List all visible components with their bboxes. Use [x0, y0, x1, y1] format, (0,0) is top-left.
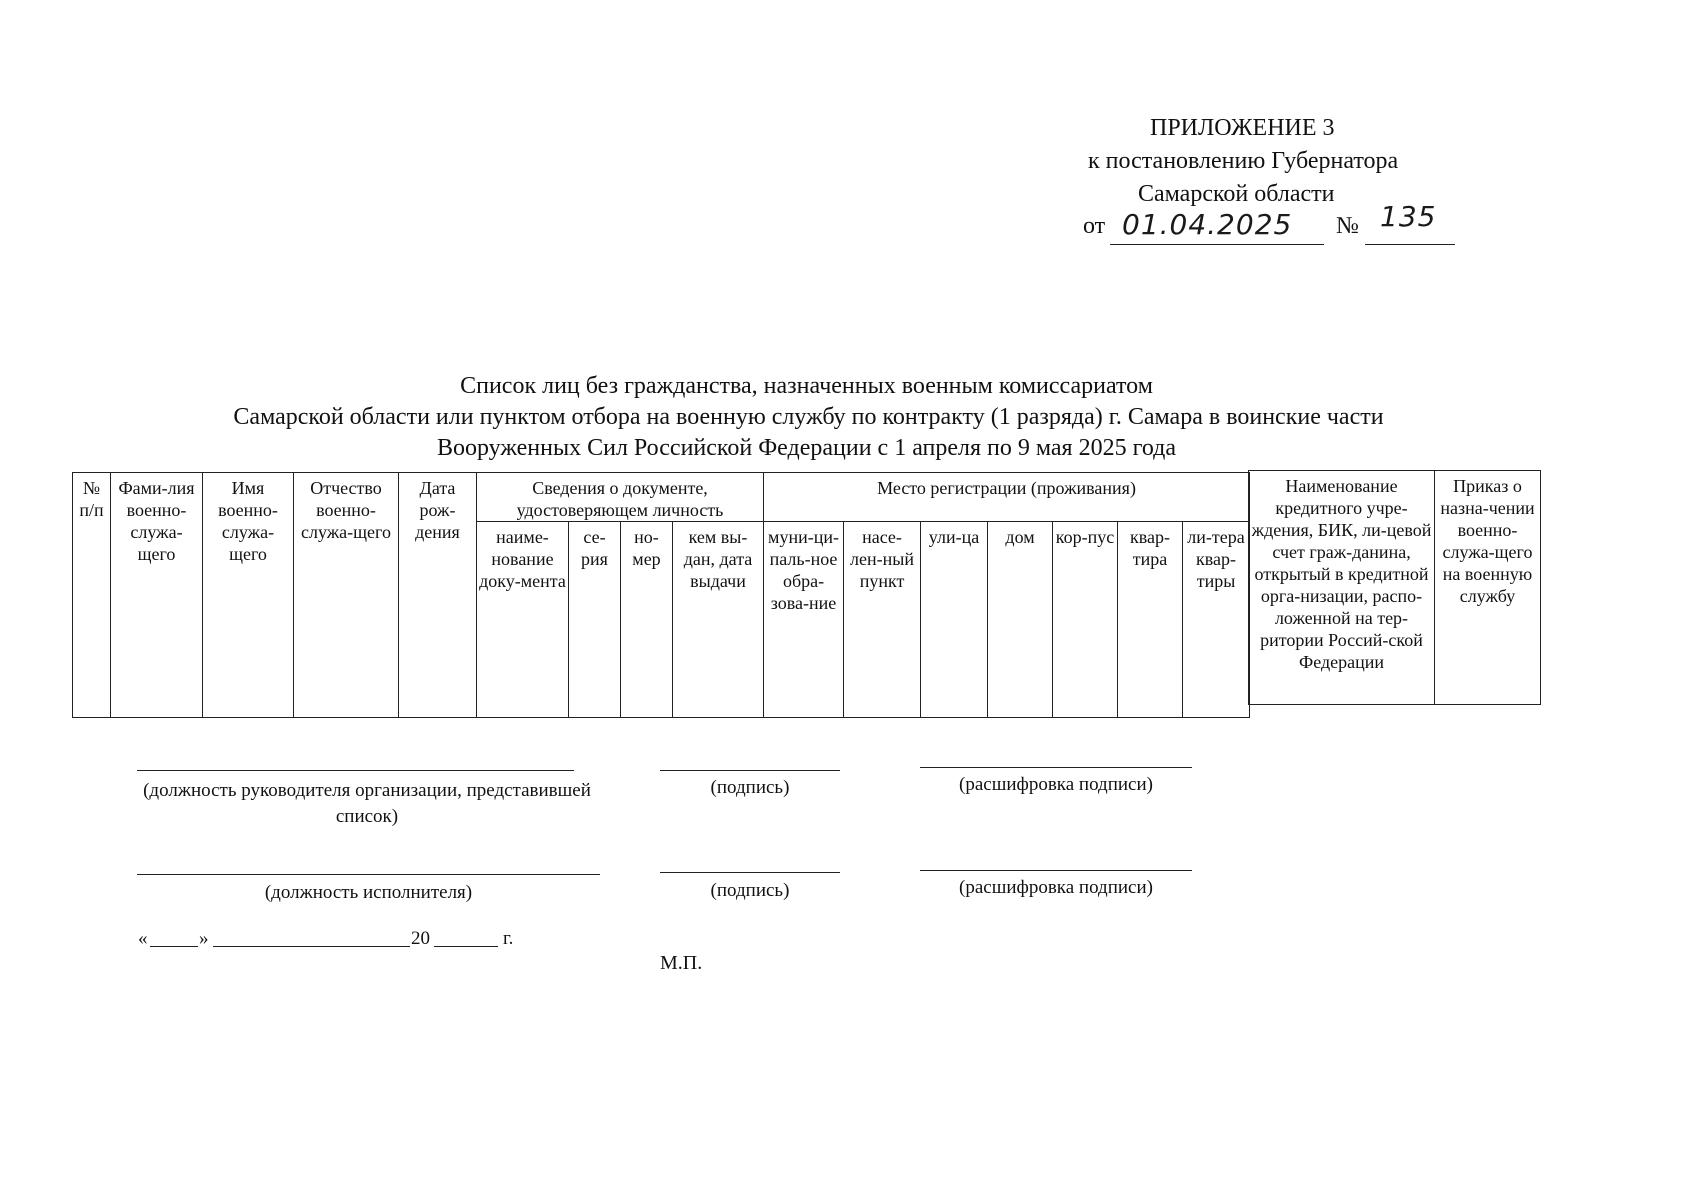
list-title-line3: Вооруженных Сил Российской Федерации с 1 апреля по 9 мая 2025 года — [436, 435, 1177, 461]
stamp-place: М.П. — [660, 952, 703, 974]
decree-date-handwritten: 01.04.2025 — [1122, 208, 1293, 241]
header-municipality: муни-ци-паль-ное обра-зова-ние — [764, 522, 844, 718]
date-day-blank — [150, 924, 198, 947]
header-document-group: Сведения о документе, удостоверяющем личность — [477, 473, 764, 522]
date-open-quote: « — [138, 928, 148, 949]
decoding-caption-2: (расшифровка подписи) — [959, 877, 1153, 898]
header-street: ули-ца — [921, 522, 988, 718]
head-position-line — [137, 770, 574, 771]
decoding-line-1 — [920, 767, 1192, 768]
header-document-number: но-мер — [621, 522, 673, 718]
date-close-quote: » — [199, 928, 209, 949]
personnel-table — [72, 472, 1250, 718]
header-document-issued: кем вы-дан, дата выдачи — [673, 522, 764, 718]
header-apartment-letter: ли-тера квар-тиры — [1183, 522, 1250, 718]
appendix-decree-label: к постановлению Губернатора — [1088, 148, 1399, 174]
signature-caption-2: (подпись) — [710, 880, 790, 901]
header-surname: Фами-лия военно-служа-щего — [111, 473, 203, 718]
signature-line-2 — [660, 872, 840, 873]
header-apartment: квар-тира — [1118, 522, 1183, 718]
header-document-name: наиме-нование доку-мента — [477, 522, 569, 718]
head-position-caption: (должность руководителя организации, представившей список) — [143, 780, 591, 827]
header-building: кор-пус — [1053, 522, 1118, 718]
personnel-table-right — [1248, 470, 1541, 705]
executor-position-line — [137, 874, 600, 875]
decree-number-handwritten: 135 — [1380, 200, 1437, 233]
decoding-line-2 — [920, 870, 1192, 871]
header-house: дом — [988, 522, 1053, 718]
header-number: № п/п — [73, 473, 111, 718]
header-bank-account: Наименование кредитного учре-ждения, БИК, ли-цевой счет граж-данина, открытый в кредитной орга-низации, распо-ложенной на тер-ритории Россий-ской Федерации — [1249, 471, 1435, 705]
appendix-region: Самарской области — [1138, 181, 1335, 207]
executor-position-caption: (должность исполнителя) — [264, 882, 473, 903]
date-year-blank — [434, 924, 498, 947]
signature-caption-1: (подпись) — [710, 777, 790, 798]
header-settlement: насе-лен-ный пункт — [844, 522, 921, 718]
signature-line-1 — [660, 770, 840, 771]
date-month-blank — [213, 924, 410, 947]
list-title-line1: Список лиц без гражданства, назначенных военным комиссариатом — [460, 373, 1153, 399]
date-year-prefix: 20 — [411, 928, 430, 949]
from-label: от — [1083, 213, 1106, 239]
date-year-suffix: г. — [503, 928, 514, 949]
header-birthdate: Дата рож-дения — [399, 473, 477, 718]
header-residence-group: Место регистрации (проживания) — [764, 473, 1250, 522]
header-patronymic: Отчество военно-служа-щего — [294, 473, 399, 718]
header-document-series: се-рия — [569, 522, 621, 718]
decoding-caption-1: (расшифровка подписи) — [959, 774, 1153, 795]
number-label: № — [1336, 213, 1359, 239]
list-title-line2: Самарской области или пунктом отбора на военную службу по контракту (1 разряда) г. Самара в воинские части — [233, 404, 1384, 430]
header-name: Имя военно-служа-щего — [203, 473, 294, 718]
header-service-order: Приказ о назна-чении военно-служа-щего на военную службу — [1435, 471, 1541, 705]
appendix-title: ПРИЛОЖЕНИЕ 3 — [1150, 115, 1335, 141]
